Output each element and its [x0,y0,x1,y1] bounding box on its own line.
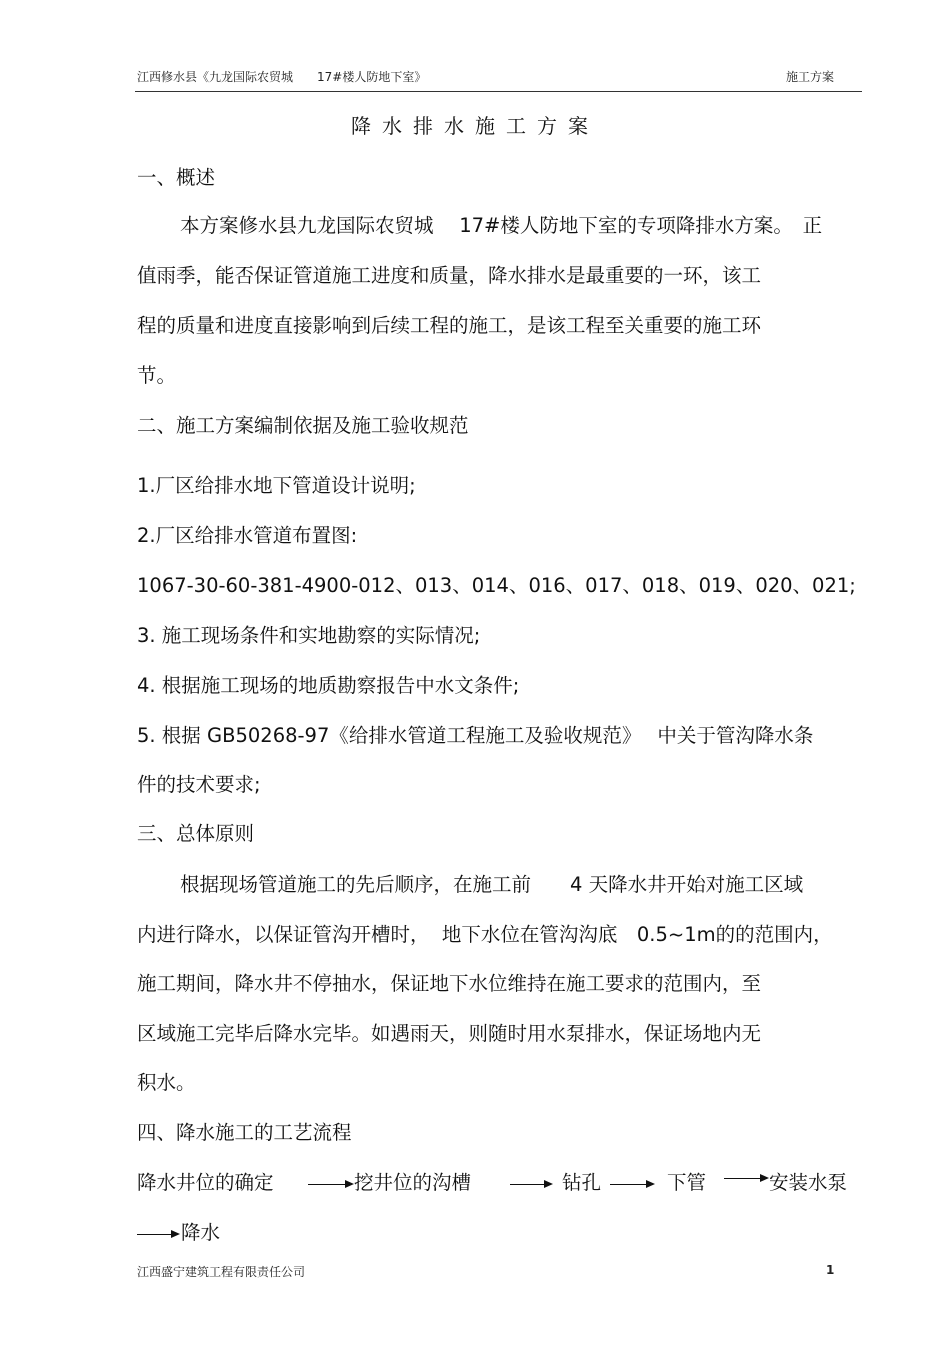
section3-line-4: 区域施工完毕后降水完毕。如遇雨天，则随时用水泵排水，保证场地内无 [137,1022,762,1045]
flow-step-2: 挖井位的沟槽 [354,1171,472,1194]
section2-item-4: 4. 根据施工现场的地质勘察报告中水文条件; [137,674,520,697]
section2-drawing-numbers: 1067-30-60-381-4900-012、013、014、016、017、018、019、020、021; [137,574,856,597]
section2-item-3: 3. 施工现场条件和实地勘察的实际情况; [137,624,481,647]
section1-line-1: 本方案修水县九龙国际农贸城 17#楼人防地下室的专项降排水方案。 正 [180,214,823,237]
section2-item-2: 2.厂区给排水管道布置图: [137,524,358,547]
section2-heading: 二、施工方案编制依据及施工验收规范 [137,414,469,437]
flow-arrow-1 [308,1184,352,1185]
section3-heading: 三、总体原则 [137,822,255,845]
flow-step-5: 安装水泵 [769,1171,848,1194]
flow-arrow-4 [724,1178,767,1179]
section3-line-1: 根据现场管道施工的先后顺序，在施工前 4 天降水井开始对施工区域 [180,873,804,896]
section2-item-1: 1.厂区给排水地下管道设计说明; [137,474,416,497]
flow-arrow-2 [510,1184,551,1185]
section1-line-2: 值雨季，能否保证管道施工进度和质量，降水排水是最重要的一环，该工 [137,264,762,287]
flow-step-4: 下管 [667,1171,707,1194]
page-title: 降水排水施工方案 [351,114,599,138]
flow-arrow-5 [137,1234,178,1235]
section2-item-5: 5. 根据 GB50268-97《给排水管道工程施工及验收规范》 中关于管沟降水条 [137,724,814,747]
section1-line-3: 程的质量和进度直接影响到后续工程的施工，是该工程至关重要的施工环 [137,314,762,337]
page-number: 1 [826,1263,835,1277]
header-doc-title: 江西修水县《九龙国际农贸城 17#楼人防地下室》 [137,70,427,84]
header-doc-type: 施工方案 [786,70,835,84]
flow-step-1: 降水井位的确定 [137,1171,274,1194]
flow-step-3: 钻孔 [562,1171,602,1194]
flow-step-6: 降水 [181,1221,221,1244]
section1-line-4: 节。 [137,364,177,387]
section3-line-2: 内进行降水，以保证管沟开槽时， 地下水位在管沟沟底 0.5~1m的的范围内， [137,923,833,946]
header-rule [135,91,862,92]
section3-line-3: 施工期间，降水井不停抽水，保证地下水位维持在施工要求的范围内，至 [137,972,762,995]
section3-line-5: 积水。 [137,1071,196,1094]
section4-heading: 四、降水施工的工艺流程 [137,1121,352,1144]
section1-heading: 一、概述 [137,166,216,189]
section2-item-5-cont: 件的技术要求; [137,773,261,796]
flow-arrow-3 [610,1184,653,1185]
footer-company: 江西盛宁建筑工程有限责任公司 [137,1265,306,1279]
